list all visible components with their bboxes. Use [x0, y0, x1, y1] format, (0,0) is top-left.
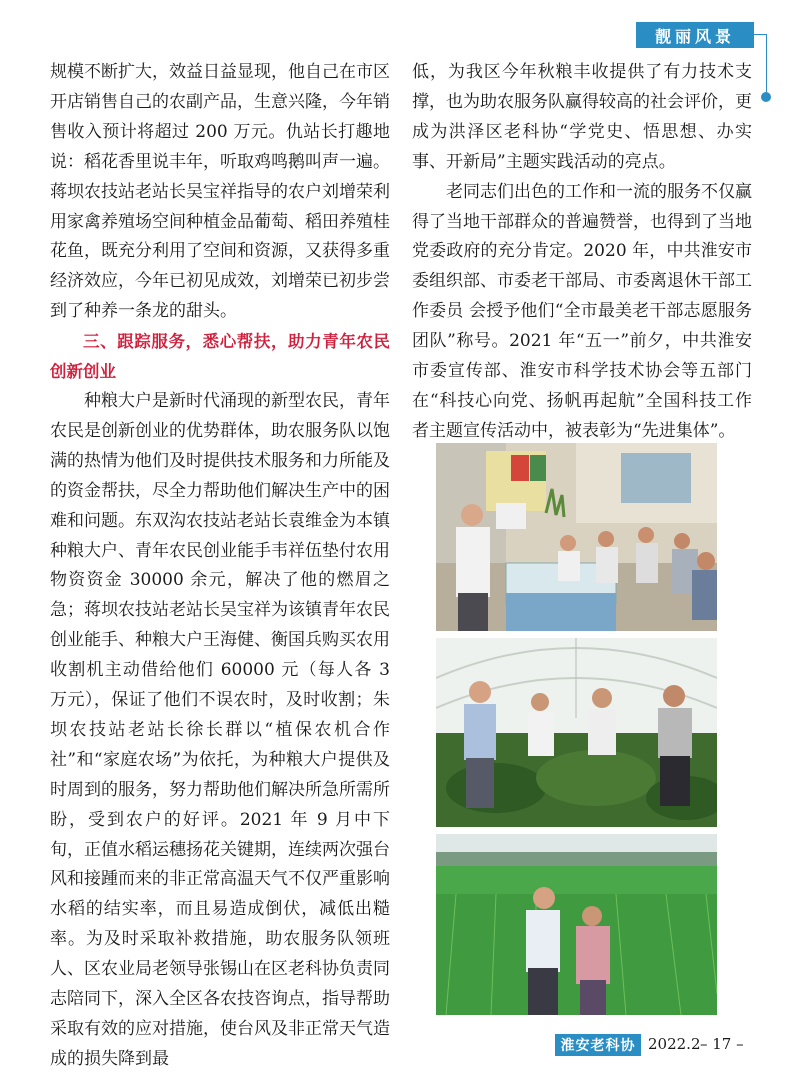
photo-rice-field: [436, 834, 717, 1015]
tab-connector-vertical: [766, 34, 767, 92]
photo-greenhouse-inspection: [436, 638, 717, 827]
photo-shop-consultation: [436, 443, 717, 631]
tab-connector-dot: [761, 92, 771, 102]
footer-issue: 2022.2: [648, 1035, 701, 1053]
left-paragraph-2: 种粮大户是新时代涌现的新型农民，青年农民是创新创业的优势群体，助农服务队以饱满的热情为他们及时提供技术服务和力所能及的资金帮扶，尽全力帮助他们解决生产中的困难和问题。东双沟农技站老站长袁维金为本镇种粮大户、青年农民创业能手韦祥伍垫付农用物资资金 30000 余元，解决了他的燃眉之急；蒋坝农技站老站长吴宝祥为该镇青年农民创业能手、种粮大户王海健、衡国兵购买农用收割机主动借给他们 60000 元（每人各 3 万元），保证了他们不误农时，及时收割；朱坝农技站老站长徐长群以“植保农机合作社”和“家庭农场”为依托，为种粮大户提供及时周到的服务，努力帮助他们解决所急所需所盼，受到农户的好评。2021 年 9 月中下旬，正值水稻运穗扬花关键期，连续两次强台风和接踵而来的非正常高温天气不仅严重影响水稻的结实率，而且易造成倒伏，减低出糙率。为及时采取补救措施，助农服务队领班人、区农业局老领导张锡山在区老科协负责同志陪同下，深入全区各农技咨询点，指导帮助采取有效的应对措施，使台风及非正常天气造成的损失降到最: [50, 390, 390, 1069]
section-heading: 三、跟踪服务，悉心帮扶，助力青年农民创新创业: [50, 332, 390, 382]
section-tab: 靓丽风景: [636, 22, 754, 48]
right-paragraph-1: 低，为我区今年秋粮丰收提供了有力技术支撑，也为助农服务队赢得较高的社会评价，更成为洪泽区老科协“学党史、悟思想、办实事、开新局”主题实践活动的亮点。: [412, 62, 752, 172]
right-paragraph-2: 老同志们出色的工作和一流的服务不仅赢得了当地干部群众的普遍赞誉，也得到了当地党委政府的充分肯定。2020 年，中共淮安市委组织部、市委老干部局、市委离退休干部工作委员 会授予他们“全市最美老干部志愿服务团队”称号。2021 年“五一”前夕，中共淮安市委宣传部、淮安市科学技术协会等五部门在“科技心向党、扬帆再起航”全国科技工作者主题宣传活动中，被表彰为“先进集体”。: [412, 181, 752, 441]
page-number: – 17 –: [700, 1035, 744, 1053]
left-paragraph-1: 规模不断扩大，效益日益显现，他自己在市区开店销售自己的农副产品，生意兴隆，今年销售收入预计将超过 200 万元。仇站长打趣地说：稻花香里说丰年，听取鸡鸣鹅叫声一遍。蒋坝农技站老站长吴宝祥指导的农户刘增荣利用家禽养殖场空间种植金品葡萄、稻田养殖桂花鱼，既充分利用了空间和资源，又获得多重经济效应，今年已初见成效，刘增荣已初步尝到了种养一条龙的甜头。: [50, 62, 390, 322]
right-column: [412, 58, 752, 447]
left-column: [50, 58, 390, 1075]
footer-brand: 淮安老科协: [555, 1034, 641, 1056]
